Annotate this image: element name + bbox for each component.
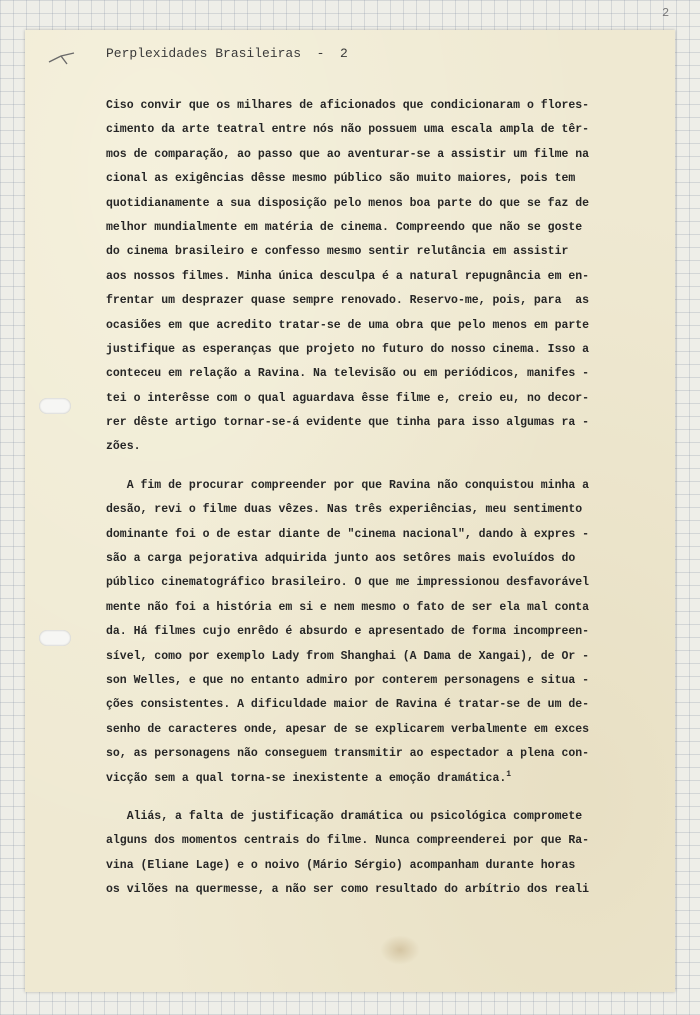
text-line: son Welles, e que no entanto admiro por conterem personagens e situa - [106, 673, 590, 687]
text-line: mente não foi a história em si e nem mesmo o fato de ser ela mal conta [106, 600, 590, 614]
text-line: senho de caracteres onde, apesar de se explicarem verbalmente em exces [106, 722, 590, 736]
text-line: cional as exigências dêsse mesmo público são muito maiores, pois tem [106, 172, 576, 186]
text-line: quotidianamente a sua disposição pelo menos boa parte do que se faz de [106, 196, 590, 210]
paragraph [106, 805, 646, 903]
text-line: ocasiões em que acredito tratar-se de uma obra que pelo menos em parte [106, 318, 590, 332]
pin-mark-icon [47, 50, 77, 68]
text-line: justifique as esperanças que projeto no futuro do nosso cinema. Isso a [106, 342, 590, 356]
paragraph [106, 474, 646, 791]
punch-hole [39, 630, 71, 646]
text-line: so, as personagens não conseguem transmitir ao espectador a plena con- [106, 747, 590, 761]
text-line: vicção sem a qual torna-se inexistente a emoção dramática. [106, 771, 507, 785]
text-line: melhor mundialmente em matéria de cinema. Compreendo que não se goste [106, 220, 583, 234]
text-line: vina (Eliane Lage) e o noivo (Mário Sérgio) acompanham durante horas [106, 858, 576, 872]
text-line: do cinema brasileiro e confesso mesmo sentir relutância em assistir [106, 245, 569, 259]
typed-body [106, 94, 646, 903]
text-line: alguns dos momentos centrais do filme. Nunca compreenderei por que Ra- [106, 834, 590, 848]
page-marker: 2 [662, 6, 670, 20]
typed-page [25, 30, 675, 992]
text-line: dominante foi o de estar diante de "cinema nacional", dando à expres - [106, 527, 590, 541]
punch-hole [39, 398, 71, 414]
text-line: rer dêste artigo tornar-se-á evidente que tinha para isso algumas ra - [106, 416, 590, 430]
text-line: conteceu em relação a Ravina. Na televisão ou em periódicos, manifes - [106, 367, 590, 381]
paper-stain [380, 935, 420, 965]
text-line: aos nossos filmes. Minha única desculpa é a natural repugnância em en- [106, 269, 590, 283]
text-line: desão, revi o filme duas vêzes. Nas três experiências, meu sentimento [106, 503, 583, 517]
text-line: Ciso convir que os milhares de aficionados que condicionaram o flores- [106, 99, 590, 112]
text-line: A fim de procurar compreender por que Ravina não conquistou minha a [106, 478, 590, 492]
text-line: público cinematográfico brasileiro. O que me impressionou desfavorável [106, 576, 590, 590]
text-line-with-footnote [106, 767, 646, 791]
text-line: mos de comparação, ao passo que ao aventurar-se a assistir um filme na [106, 147, 590, 161]
running-header: Perplexidades Brasileiras - 2 [106, 46, 348, 61]
text-line: zões. [106, 440, 141, 454]
text-line: tei o interêsse com o qual aguardava êsse filme e, creio eu, no decor- [106, 391, 590, 405]
text-line: são a carga pejorativa adquirida junto aos setôres mais evoluídos do [106, 552, 576, 566]
text-line: os vilões na quermesse, a não ser como resultado do arbítrio dos reali [106, 883, 590, 897]
text-line: Aliás, a falta de justificação dramática ou psicológica compromete [106, 809, 583, 823]
footnote-marker: 1 [506, 769, 512, 779]
text-line: da. Há filmes cujo enrêdo é absurdo e apresentado de forma incompreen- [106, 625, 590, 639]
text-line: cimento da arte teatral entre nós não possuem uma escala ampla de têr- [106, 123, 590, 137]
text-line: frentar um desprazer quase sempre renovado. Reservo-me, pois, para as [106, 294, 590, 308]
paragraph [106, 94, 646, 460]
text-line: sível, como por exemplo Lady from Shanghai (A Dama de Xangai), de Or - [106, 649, 590, 663]
text-line: ções consistentes. A dificuldade maior de Ravina é tratar-se de um de- [106, 698, 590, 712]
